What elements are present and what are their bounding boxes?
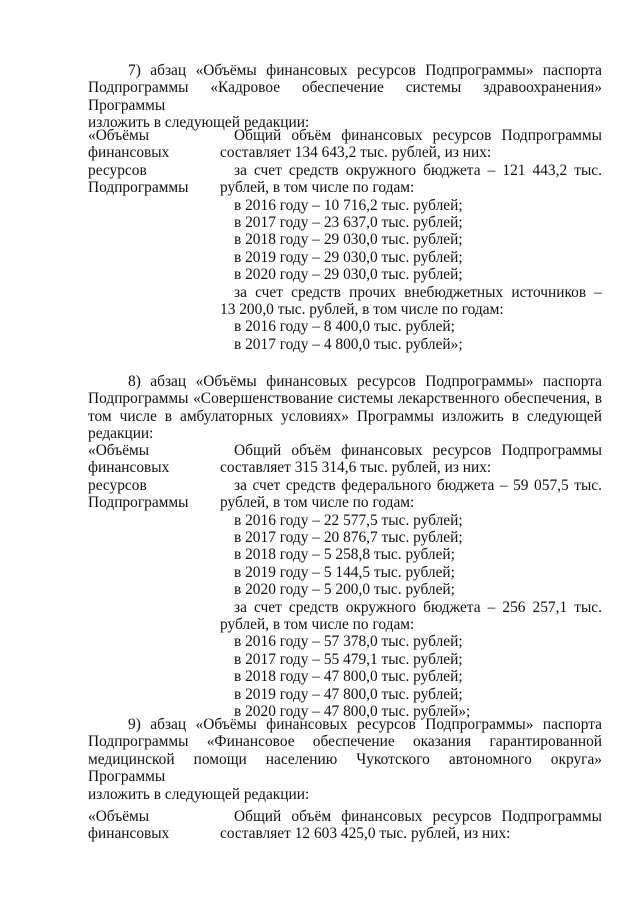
content-line: Общий объём финансовых ресурсов Подпрограммы <box>234 808 602 825</box>
intro-line: 8) абзац «Объёмы финансовых ресурсов Подпрограммы» паспорта <box>128 373 602 390</box>
intro-line: Подпрограммы «Финансовое обеспечение оказания гарантированной <box>88 733 602 751</box>
intro-line: редакции: <box>88 425 154 443</box>
label-line: Подпрограммы <box>88 179 189 197</box>
label-line: финансовых <box>88 459 170 477</box>
label-line: финансовых <box>88 825 170 843</box>
intro-line: Подпрограммы «Кадровое обеспечение системы здравоохранения» Программы <box>88 79 602 114</box>
content-line: в 2018 году – 47 800,0 тыс. рублей; <box>234 668 463 686</box>
financing-label <box>88 442 208 512</box>
content-line: в 2017 году – 23 637,0 тыс. рублей; <box>234 214 463 232</box>
content-line: за счет средств федерального бюджета – 59 057,5 тыс. <box>234 476 602 494</box>
content-line: рублей, в том числе по годам: <box>220 616 415 634</box>
financing-content <box>220 808 602 843</box>
financing-label <box>88 127 208 197</box>
content-line: Общий объём финансовых ресурсов Подпрограммы <box>234 442 602 459</box>
content-line: в 2018 году – 5 258,8 тыс. рублей; <box>234 546 455 564</box>
section-7-intro <box>88 62 602 132</box>
content-line: Общий объём финансовых ресурсов Подпрограммы <box>234 127 602 144</box>
intro-line: 9) абзац «Объёмы финансовых ресурсов Подпрограммы» паспорта <box>128 716 602 733</box>
content-line: в 2016 году – 8 400,0 тыс. рублей; <box>234 318 455 336</box>
label-line: «Объёмы <box>88 127 150 144</box>
label-line: Подпрограммы <box>88 494 189 512</box>
content-line: в 2016 году – 22 577,5 тыс. рублей; <box>234 511 463 529</box>
financing-content <box>220 442 602 721</box>
intro-line: Подпрограммы «Совершенствование системы лекарственного обеспечения, в <box>88 390 602 408</box>
content-line: в 2016 году – 10 716,2 тыс. рублей; <box>234 196 463 214</box>
intro-line: изложить в следующей редакции: <box>88 114 310 132</box>
content-line: в 2020 году – 47 800,0 тыс. рублей»; <box>234 703 471 721</box>
content-line: за счет средств окружного бюджета – 121 443,2 тыс. <box>234 161 602 179</box>
content-line: в 2017 году – 55 479,1 тыс. рублей; <box>234 650 463 668</box>
intro-line: изложить в следующей редакции: <box>88 785 310 803</box>
content-line: в 2018 году – 29 030,0 тыс. рублей; <box>234 231 463 249</box>
content-line: составляет 12 603 425,0 тыс. рублей, из них: <box>220 825 511 843</box>
section-9-intro <box>88 716 602 803</box>
intro-line: том числе в амбулаторных условиях» Программы изложить в следующей <box>88 407 602 425</box>
label-line: ресурсов <box>88 161 147 179</box>
section-8-intro <box>88 373 602 443</box>
content-line: 13 200,0 тыс. рублей, в том числе по годам: <box>220 301 504 319</box>
financing-label <box>88 808 208 843</box>
label-line: ресурсов <box>88 476 147 494</box>
content-line: рублей, в том числе по годам: <box>220 494 415 512</box>
label-line: «Объёмы <box>88 808 150 825</box>
content-line: в 2019 году – 47 800,0 тыс. рублей; <box>234 685 463 703</box>
content-line: составляет 315 314,6 тыс. рублей, из них: <box>220 459 492 477</box>
content-line: рублей, в том числе по годам: <box>220 179 415 197</box>
financing-content <box>220 127 602 353</box>
content-line: в 2020 году – 5 200,0 тыс. рублей; <box>234 581 455 599</box>
content-line: в 2019 году – 5 144,5 тыс. рублей; <box>234 563 455 581</box>
content-line: составляет 134 643,2 тыс. рублей, из них: <box>220 144 492 162</box>
content-line: в 2020 году – 29 030,0 тыс. рублей; <box>234 266 463 284</box>
content-line: в 2019 году – 29 030,0 тыс. рублей; <box>234 248 463 266</box>
label-line: финансовых <box>88 144 170 162</box>
label-line: «Объёмы <box>88 442 150 459</box>
intro-line: медицинской помощи населению Чукотского автономного округа» Программы <box>88 750 602 786</box>
content-line: за счет средств окружного бюджета – 256 257,1 тыс. <box>234 598 602 616</box>
content-line: в 2017 году – 4 800,0 тыс. рублей»; <box>234 335 463 353</box>
content-line: в 2017 году – 20 876,7 тыс. рублей; <box>234 529 463 547</box>
intro-line: 7) абзац «Объёмы финансовых ресурсов Подпрограммы» паспорта <box>128 62 602 79</box>
content-line: за счет средств прочих внебюджетных источников – <box>234 283 602 301</box>
content-line: в 2016 году – 57 378,0 тыс. рублей; <box>234 633 463 651</box>
